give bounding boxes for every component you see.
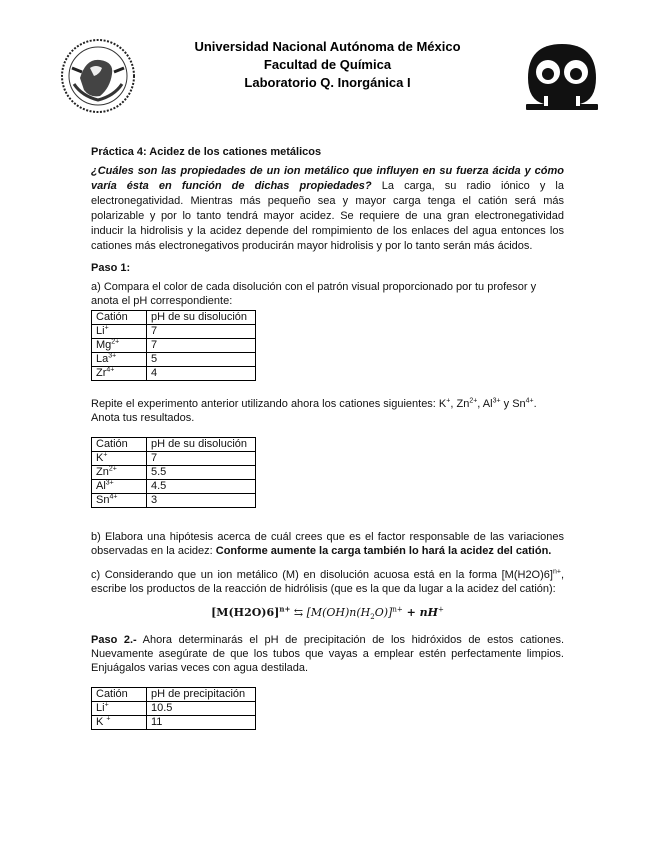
ion-charge: 4+: [109, 493, 118, 501]
formula-right-charge: n+: [392, 605, 403, 614]
ion-symbol: Zn: [96, 466, 109, 478]
sn-charge: 4+: [525, 397, 534, 405]
c-charge: n+: [552, 568, 561, 576]
cation-cell: [92, 466, 147, 480]
header-ph-precip: pH de precipitación: [147, 688, 256, 702]
sn-label: y Sn: [500, 398, 526, 410]
ion-symbol: La: [96, 353, 109, 365]
formula-plus-charge: +: [438, 605, 444, 614]
cation-cell: [92, 353, 147, 367]
unam-seal-icon: [60, 38, 136, 114]
ion-charge: 3+: [105, 479, 114, 487]
ion-symbol: K: [96, 452, 104, 464]
table-row: [92, 339, 256, 353]
cation-cell: [92, 702, 147, 716]
formula-left-charge: n+: [279, 604, 291, 614]
ph-cell: 11: [147, 716, 256, 730]
header-ph: pH de su disolución: [147, 438, 256, 452]
table-header-row: [92, 311, 256, 325]
lab-name: Laboratorio Q. Inorgánica I: [244, 75, 411, 90]
zn-charge: 2+: [469, 397, 478, 405]
ph-cell: 10.5: [147, 702, 256, 716]
table-row: [92, 716, 256, 730]
ion-symbol: Mg: [96, 339, 112, 351]
ion-charge: 3+: [108, 352, 117, 360]
ion-charge: +: [104, 701, 109, 709]
faculty-name: Facultad de Química: [263, 57, 392, 72]
hypothesis-question: b) Elabora una hipótesis acerca de cuál crees que es el factor responsable de las variaciones observadas en la acidez:: [91, 531, 564, 557]
ph-cell: 3: [147, 494, 256, 508]
step1-label: Paso 1:: [91, 262, 131, 274]
formula-plus: + nH: [402, 606, 439, 619]
al-charge: 3+: [492, 397, 501, 405]
content: [91, 146, 564, 730]
c-text-end: , escribe los productos de la reacción de hidrólisis (que es la que da lugar a la acidez del catión):: [91, 569, 564, 595]
header-cation: Catión: [92, 311, 147, 325]
header-ph: pH de su disolución: [147, 311, 256, 325]
step2-label: Paso 2.-: [91, 634, 137, 647]
practice-title: Práctica 4: Acidez de los cationes metálicos: [91, 146, 322, 158]
hypothesis-paragraph: [91, 530, 564, 558]
hypothesis-answer: Conforme aumente la carga también lo hará la acidez del catión.: [215, 545, 552, 557]
ion-charge: 4+: [106, 366, 115, 374]
table-row: [92, 452, 256, 466]
table-header-row: [92, 438, 256, 452]
owl-logo-icon: [522, 38, 602, 114]
ion-symbol: Sn: [96, 494, 110, 506]
ion-symbol: Li: [96, 702, 105, 715]
ph-cell: 4.5: [147, 480, 256, 494]
intro-paragraph: [91, 164, 564, 254]
ph-table-2: [91, 437, 256, 508]
cation-cell: [92, 716, 147, 730]
table-header-row: [92, 688, 256, 702]
table-row: [92, 353, 256, 367]
step2-text: Ahora determinarás el pH de precipitación de los hidróxidos de estos cationes. Nuevamente asegúrate de que los tubos que vayas a emplear estén perfectamente limpios. Enjuágalos varias veces con agua destilada.: [91, 634, 564, 675]
university-name: Universidad Nacional Autónoma de México: [194, 39, 461, 54]
table-row: [92, 367, 256, 381]
hydrolysis-formula: [91, 606, 564, 621]
equilibrium-arrow-icon: ⇆: [290, 606, 307, 619]
al-label: , Al: [477, 398, 493, 410]
table-row: [92, 466, 256, 480]
instruction-a: a) Compara el color de cada disolución con el patrón visual proporcionado por tu profesor y anota el pH correspondiente:: [91, 281, 537, 307]
zn-label: , Zn: [450, 398, 470, 410]
table-row: [92, 480, 256, 494]
hydrolysis-instruction: [91, 568, 564, 596]
header-cation: Catión: [92, 688, 147, 702]
ph-cell: 5: [147, 353, 256, 367]
table-row: [92, 325, 256, 339]
formula-left: [M(H2O)6]: [211, 606, 280, 619]
c-text: c) Considerando que un ion metálico (M) en disolución acuosa está en la forma [M(H2O)6]: [91, 569, 553, 581]
ion-symbol: K: [96, 716, 107, 729]
cation-cell: [92, 325, 147, 339]
ion-charge: +: [104, 324, 109, 332]
formula-right: [M(OH)n(H: [306, 606, 371, 619]
cation-cell: [92, 339, 147, 353]
question-text: ¿Cuáles son las propiedades de un ion metálico que influyen en su fuerza ácida y cómo varía ésta en función de dichas propiedades?: [91, 165, 564, 192]
formula-right-end: O)]: [374, 606, 393, 619]
precipitation-table: [91, 687, 256, 730]
repeat-instruction: [91, 397, 564, 425]
table-row: [92, 494, 256, 508]
cation-cell: [92, 367, 147, 381]
ion-charge: +: [103, 451, 108, 459]
cation-cell: [92, 452, 147, 466]
repeat-end: . Anota tus resultados.: [91, 398, 537, 424]
k-charge: +: [446, 397, 451, 405]
ph-table-1: [91, 310, 256, 381]
ion-symbol: Li: [96, 325, 105, 337]
cation-cell: [92, 494, 147, 508]
ph-cell: 7: [147, 452, 256, 466]
ph-cell: 7: [147, 325, 256, 339]
ph-cell: 5.5: [147, 466, 256, 480]
ion-symbol: Zr: [96, 367, 107, 379]
ion-charge: 2+: [108, 465, 117, 473]
cation-cell: [92, 480, 147, 494]
ion-charge: 2+: [111, 338, 120, 346]
step2-paragraph: [91, 633, 564, 675]
header-title: [160, 38, 495, 92]
repeat-text: Repite el experimento anterior utilizando ahora los cationes siguientes: K: [91, 398, 447, 410]
ph-cell: 4: [147, 367, 256, 381]
ion-charge: +: [106, 715, 111, 723]
ph-cell: 7: [147, 339, 256, 353]
formula-right-sub: 2: [370, 613, 375, 622]
table-row: [92, 702, 256, 716]
header-cation: Catión: [92, 438, 147, 452]
ion-symbol: Al: [96, 480, 106, 492]
answer-text: La carga, su radio iónico y la electronegatividad. Mientras más pequeño sea y mayor carga tenga el catión será más polarizable y por lo tanto tendrá mayor acidez. Se requiere de una gran electronegatividad inducir la hidrolisis y la acidez depende del rompimiento de los enlaces del agua entonces los cationes más electronegativos producirán mayor hidrolisis y por lo tanto serán más ácidos.: [91, 180, 564, 252]
